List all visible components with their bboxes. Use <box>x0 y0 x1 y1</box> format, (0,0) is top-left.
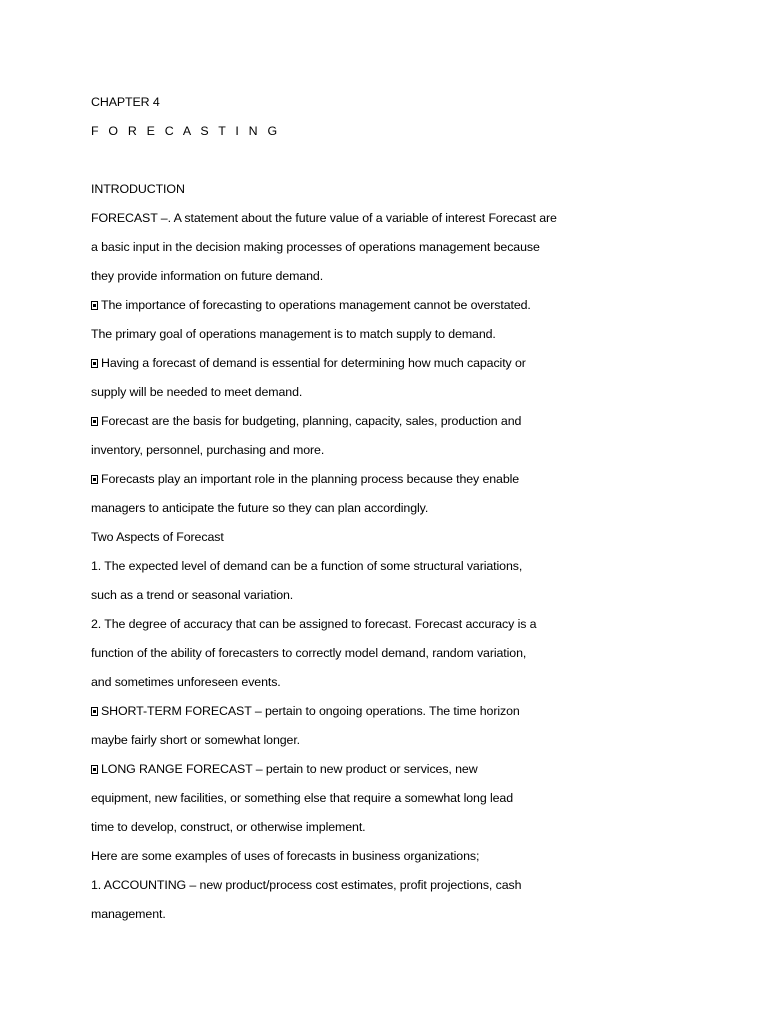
missing-glyph-bullet-icon <box>91 765 98 774</box>
paragraph-text: management. <box>91 907 166 921</box>
bullet-line <box>91 758 731 787</box>
missing-glyph-bullet-icon <box>91 301 98 310</box>
bullet-line <box>91 410 731 439</box>
paragraph-line <box>91 787 731 816</box>
missing-glyph-bullet-icon <box>91 475 98 484</box>
bullet-line <box>91 352 731 381</box>
paragraph-text: a basic input in the decision making processes of operations management because <box>91 240 540 254</box>
paragraph-line <box>91 236 731 265</box>
bullet-text: Forecast are the basis for budgeting, planning, capacity, sales, production and <box>101 414 522 428</box>
bullet-text: The importance of forecasting to operations management cannot be overstated. <box>101 298 531 312</box>
bullet-line <box>91 468 731 497</box>
missing-glyph-bullet-icon <box>91 359 98 368</box>
paragraph-text: inventory, personnel, purchasing and more. <box>91 443 325 457</box>
bullet-text: Having a forecast of demand is essential for determining how much capacity or <box>101 356 526 370</box>
paragraph-line <box>91 323 731 352</box>
numbered-line <box>91 555 731 584</box>
paragraph-line <box>91 845 731 874</box>
paragraph-line <box>91 381 731 410</box>
paragraph-line <box>91 729 731 758</box>
chapter-label: CHAPTER 4 <box>91 95 160 109</box>
section-heading-introduction: INTRODUCTION <box>91 182 185 196</box>
missing-glyph-bullet-icon <box>91 417 98 426</box>
bullet-line <box>91 700 731 729</box>
numbered-text: 1. The expected level of demand can be a function of some structural variations, <box>91 559 523 573</box>
subheading-text: Two Aspects of Forecast <box>91 530 224 544</box>
paragraph-text: time to develop, construct, or otherwise implement. <box>91 820 366 834</box>
paragraph-text: Here are some examples of uses of forecasts in business organizations; <box>91 849 480 863</box>
paragraph-text: managers to anticipate the future so they can plan accordingly. <box>91 501 429 515</box>
missing-glyph-bullet-icon <box>91 707 98 716</box>
paragraph-line <box>91 265 731 294</box>
paragraph-line <box>91 439 731 468</box>
paragraph-line <box>91 497 731 526</box>
bullet-text: LONG RANGE FORECAST – pertain to new product or services, new <box>101 762 478 776</box>
numbered-text: 2. The degree of accuracy that can be assigned to forecast. Forecast accuracy is a <box>91 617 537 631</box>
paragraph-line <box>91 207 731 236</box>
paragraph-text: and sometimes unforeseen events. <box>91 675 281 689</box>
paragraph-line <box>91 671 731 700</box>
paragraph-text: function of the ability of forecasters to correctly model demand, random variation, <box>91 646 527 660</box>
paragraph-line <box>91 584 731 613</box>
numbered-text: 1. ACCOUNTING – new product/process cost estimates, profit projections, cash <box>91 878 522 892</box>
paragraph-text: maybe fairly short or somewhat longer. <box>91 733 301 747</box>
paragraph-line <box>91 816 731 845</box>
document-body <box>91 91 731 932</box>
paragraph-line <box>91 903 731 932</box>
paragraph-text: supply will be needed to meet demand. <box>91 385 303 399</box>
subheading-two-aspects <box>91 526 731 555</box>
numbered-line <box>91 874 731 903</box>
bullet-text: SHORT-TERM FORECAST – pertain to ongoing operations. The time horizon <box>101 704 520 718</box>
bullet-line <box>91 294 731 323</box>
paragraph-text: FORECAST –. A statement about the future value of a variable of interest Forecast are <box>91 211 557 225</box>
blank-line <box>91 149 731 178</box>
paragraph-text: The primary goal of operations management is to match supply to demand. <box>91 327 496 341</box>
paragraph-text: such as a trend or seasonal variation. <box>91 588 294 602</box>
chapter-title: F O R E C A S T I N G <box>91 124 281 138</box>
numbered-line <box>91 613 731 642</box>
bullet-text: Forecasts play an important role in the planning process because they enable <box>101 472 520 486</box>
paragraph-text: they provide information on future demand. <box>91 269 324 283</box>
paragraph-line <box>91 642 731 671</box>
paragraph-text: equipment, new facilities, or something else that require a somewhat long lead <box>91 791 513 805</box>
